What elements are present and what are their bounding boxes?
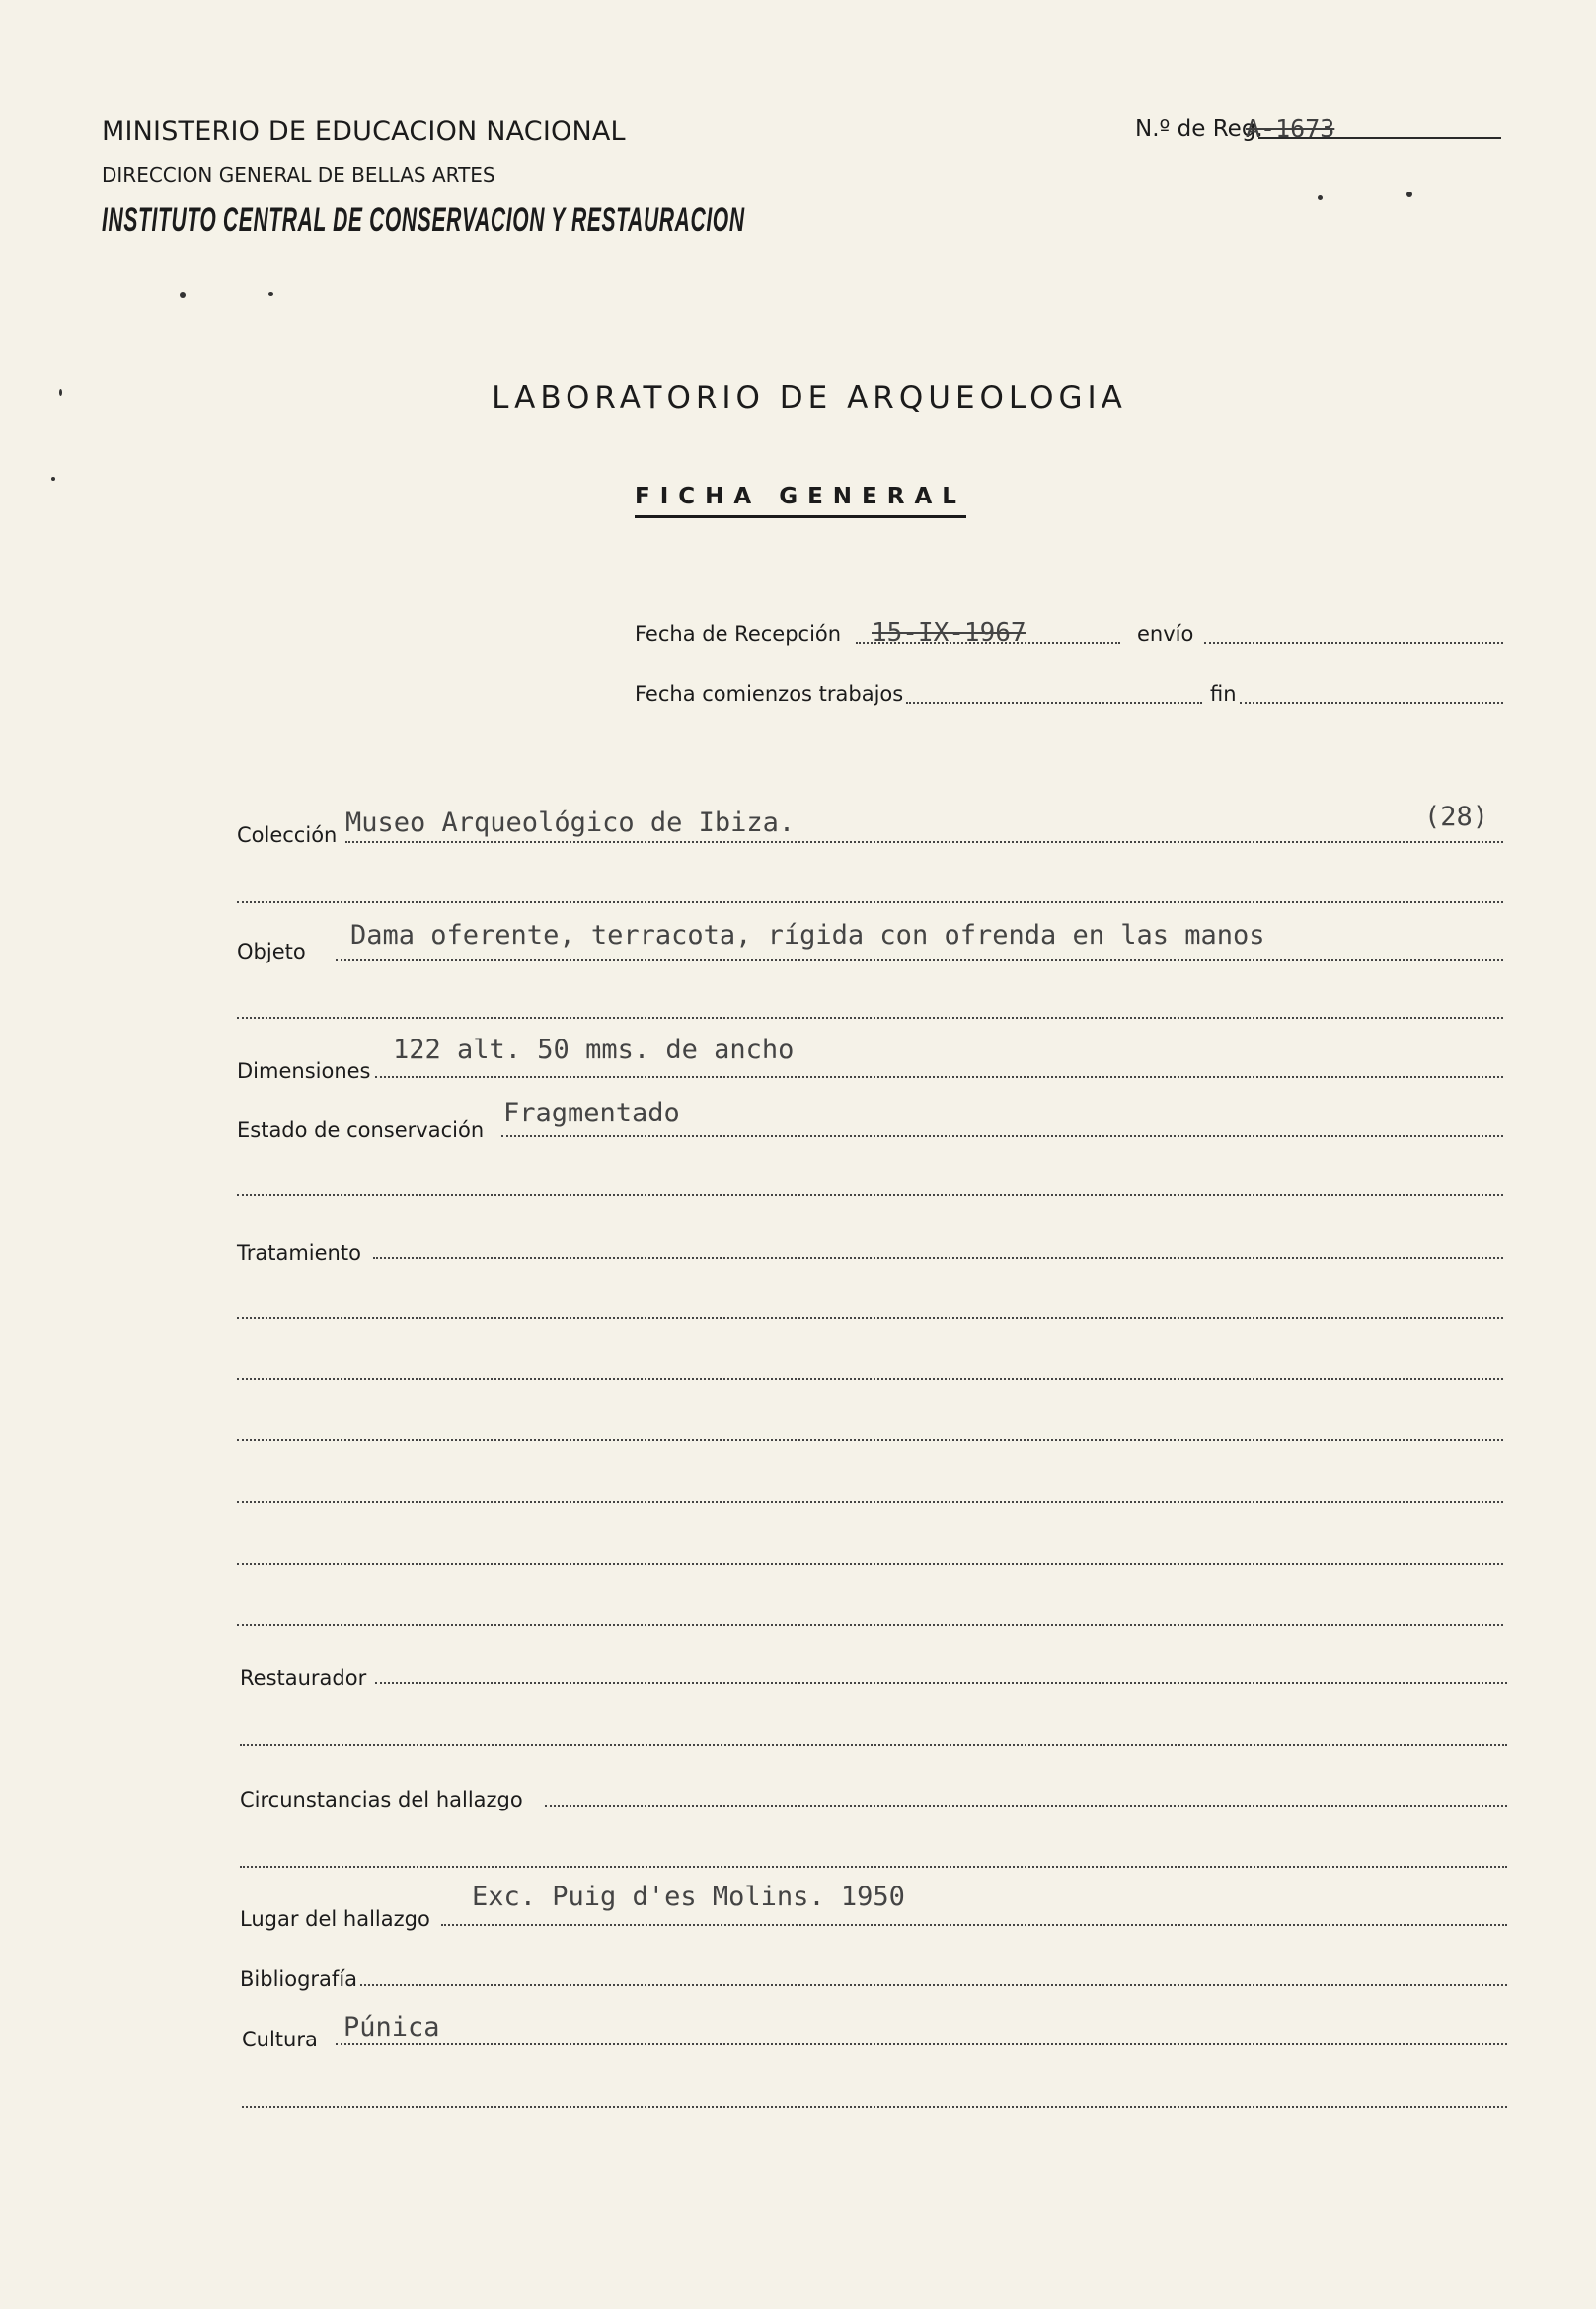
collection-line bbox=[345, 841, 1503, 843]
reception-date-value[interactable]: 15-IX-1967 bbox=[872, 618, 1026, 648]
bibliography-label: Bibliografía bbox=[240, 1967, 358, 1991]
treatment-line-5 bbox=[237, 1501, 1503, 1503]
dimensions-line bbox=[375, 1076, 1503, 1078]
shipment-line bbox=[1204, 642, 1503, 644]
work-start-label: Fecha comienzos trabajos bbox=[635, 682, 904, 706]
treatment-line-3 bbox=[237, 1378, 1503, 1380]
conservation-state-value[interactable]: Fragmentado bbox=[503, 1098, 680, 1128]
discovery-place-value[interactable]: Exc. Puig d'es Molins. 1950 bbox=[472, 1882, 905, 1912]
discovery-place-label: Lugar del hallazgo bbox=[240, 1907, 430, 1931]
directorate-heading: DIRECCION GENERAL DE BELLAS ARTES bbox=[102, 163, 495, 187]
object-line-2 bbox=[237, 1017, 1503, 1019]
object-line bbox=[336, 959, 1503, 961]
dimensions-label: Dimensiones bbox=[237, 1059, 371, 1083]
discovery-circumstances-label: Circunstancias del hallazgo bbox=[240, 1788, 523, 1811]
culture-line-2 bbox=[242, 2106, 1507, 2108]
culture-line bbox=[336, 2043, 1507, 2045]
treatment-label: Tratamiento bbox=[237, 1241, 361, 1265]
discovery-circumstances-line bbox=[545, 1805, 1507, 1807]
treatment-line-4 bbox=[237, 1439, 1503, 1441]
restorer-line-2 bbox=[240, 1744, 1507, 1746]
culture-value[interactable]: Púnica bbox=[343, 2012, 440, 2042]
conservation-state-label: Estado de conservación bbox=[237, 1118, 485, 1142]
reception-date-label: Fecha de Recepción bbox=[635, 622, 842, 646]
ministry-heading: MINISTERIO DE EDUCACION NACIONAL bbox=[102, 116, 626, 147]
conservation-state-line bbox=[501, 1135, 1503, 1137]
registration-number-label: N.º de Reg. bbox=[1135, 116, 1263, 142]
page-subtitle: FICHA GENERAL bbox=[635, 484, 966, 518]
discovery-circumstances-line-2 bbox=[240, 1866, 1507, 1868]
collection-label: Colección bbox=[237, 823, 338, 847]
treatment-line bbox=[373, 1257, 1503, 1259]
treatment-line-6 bbox=[237, 1563, 1503, 1565]
work-start-line bbox=[906, 702, 1202, 704]
dimensions-value[interactable]: 122 alt. 50 mms. de ancho bbox=[393, 1035, 795, 1065]
treatment-line-2 bbox=[237, 1317, 1503, 1319]
institute-heading: INSTITUTO CENTRAL DE CONSERVACION Y RESTAURACION bbox=[102, 201, 745, 239]
treatment-line-7 bbox=[237, 1624, 1503, 1626]
work-end-line bbox=[1240, 702, 1503, 704]
collection-value[interactable]: Museo Arqueológico de Ibiza. bbox=[345, 808, 796, 838]
object-value[interactable]: Dama oferente, terracota, rígida con ofrenda en las manos bbox=[350, 920, 1265, 951]
culture-label: Cultura bbox=[242, 2028, 318, 2051]
collection-number: (28) bbox=[1424, 802, 1489, 832]
object-label: Objeto bbox=[237, 940, 306, 963]
registration-number-value[interactable]: A-1673 bbox=[1246, 115, 1335, 143]
conservation-state-line-2 bbox=[237, 1194, 1503, 1196]
restorer-line bbox=[375, 1682, 1507, 1684]
restorer-label: Restaurador bbox=[240, 1666, 367, 1690]
work-end-label: fin bbox=[1210, 682, 1237, 706]
page-title: LABORATORIO DE ARQUEOLOGIA bbox=[492, 380, 1127, 416]
bibliography-line bbox=[360, 1984, 1507, 1986]
discovery-place-line bbox=[441, 1924, 1507, 1926]
collection-line-2 bbox=[237, 901, 1503, 903]
shipment-label: envío bbox=[1137, 622, 1194, 646]
